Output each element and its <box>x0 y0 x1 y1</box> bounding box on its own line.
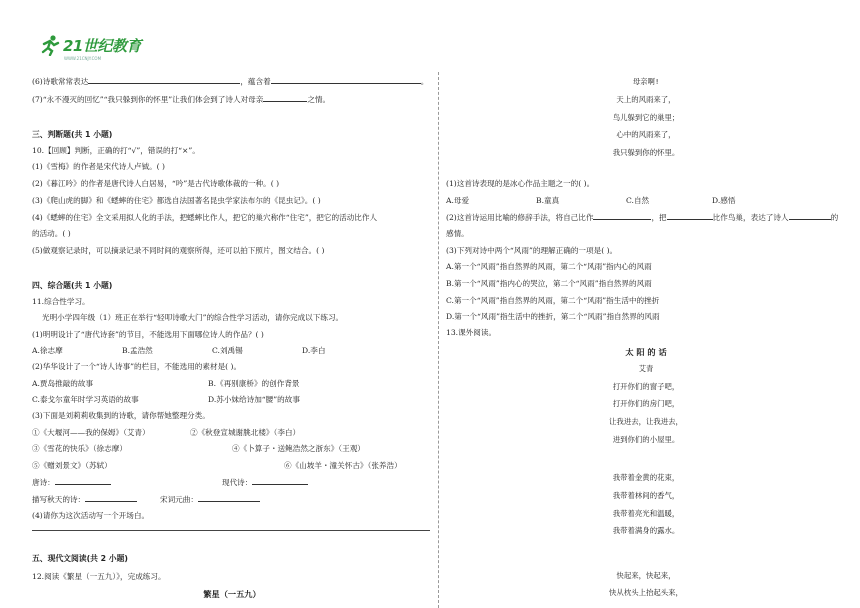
option-a: A.徐志摩 <box>32 346 63 355</box>
reading-question-2-cont: 感情。 <box>446 229 469 238</box>
question-11: 11.综合性学习。 <box>32 297 90 306</box>
poem-title: 繁星（一五九） <box>203 589 261 599</box>
option-b: B.《再别康桥》的创作背景 <box>208 379 300 388</box>
answer-blank[interactable] <box>789 210 831 220</box>
option-b: B.童真 <box>536 196 560 205</box>
judge-1: (1)《雪梅》的作者是宋代诗人卢钺。( ) <box>32 162 166 171</box>
reading-question-3: (3)下列对诗中两个“风雨”的理解正确的一项是( )。 <box>446 246 618 255</box>
poem-line: 快从枕头上抬起头来， <box>609 588 683 597</box>
option-b: B.第一个“风雨”指内心的哭泣，第二个“风雨”指自然界的风雨 <box>446 279 652 288</box>
songci-field: 宋词元曲： <box>160 492 260 508</box>
option-a: A.贾岛推敲的故事 <box>32 379 94 388</box>
question-11-1: (1)明明设计了“唐代诗套”的节目，不能选用下面哪位诗人的作品？( ) <box>32 330 264 339</box>
option-d: D.苏小妹给诗加“腰”的故事 <box>208 395 300 404</box>
answer-blank[interactable] <box>88 74 240 84</box>
poem-line: 心中的风雨来了， <box>616 130 676 139</box>
poem-line: 我带着亮光和温暖， <box>612 509 680 518</box>
poem-line: 天上的风雨来了， <box>616 95 676 104</box>
question-12: 12.阅读《繁星（一五九）》，完成练习。 <box>32 572 166 581</box>
poem-line: 打开你们的房门吧， <box>612 399 680 408</box>
answer-blank[interactable] <box>667 210 713 220</box>
poem-item: ⑤《赠刘景文》（苏轼） <box>32 461 112 470</box>
judge-4: (4)《蟋蟀的住宅》全文采用拟人化的手法，把蟋蟀比作人，把它的巢穴称作“住宅”，把它的活动比作人 <box>32 213 378 222</box>
question-11-3: (3)下面是刘莉莉收集到的诗歌，请你帮她整理分类。 <box>32 411 210 420</box>
logo-text: 21世纪教育 <box>63 36 141 55</box>
poem-line: 我只躲到你的怀里。 <box>612 148 680 157</box>
question-11-2: (2)华华设计了一个“诗人诗事”的栏目，不能选用的素材是( )。 <box>32 362 242 371</box>
poem-line: 母亲啊! <box>632 77 660 86</box>
question-6: (6)诗歌常常表达 ，蕴含着 。 <box>32 74 428 90</box>
poem-line: 我带着林间的香气， <box>612 491 680 500</box>
poem-line: 让我进去，让我进去， <box>609 417 683 426</box>
logo-subtext: WWW.21CNJY.COM <box>64 56 102 61</box>
tang-poems-field: 唐诗： <box>32 475 111 491</box>
runner-logo-icon <box>38 34 60 56</box>
column-divider <box>438 72 439 608</box>
answer-blank[interactable] <box>252 475 308 485</box>
poem2-author: 艾青 <box>638 364 654 373</box>
answer-blank[interactable] <box>271 74 421 84</box>
question-13: 13.课外阅读。 <box>446 328 497 337</box>
poem-line: 进到你们的小屋里。 <box>612 435 680 444</box>
autumn-poems-field: 描写秋天的诗： <box>32 492 137 508</box>
poem-item: ①《大堰河——我的保姆》（艾青） <box>32 428 150 437</box>
reading-question-2: (2)这首诗运用比喻的修辞手法，将自己比作 ，把 比作鸟巢，表达了诗人 的 <box>446 210 838 226</box>
option-a: A.第一个“风雨”指自然界的风雨，第二个“风雨”指内心的风雨 <box>446 262 652 271</box>
option-d: D.感悟 <box>712 196 736 205</box>
poem-line: 我带着满身的露水。 <box>612 526 680 535</box>
option-c: C.第一个“风雨”指自然界的风雨，第二个“风雨”指生活中的挫折 <box>446 296 660 305</box>
poem-item: ②《秋登宣城谢朓北楼》（李白） <box>190 428 301 437</box>
question-10: 10.【回顾】判断，正确的打“√”，错误的打“×”。 <box>32 146 200 155</box>
answer-blank[interactable] <box>85 492 137 502</box>
answer-blank[interactable] <box>55 475 111 485</box>
option-c: C.刘禹锡 <box>212 346 243 355</box>
poem-item: ④《卜算子・送鲍浩然之浙东》（王观） <box>232 444 365 453</box>
question-11-intro: 光明小学四年级（1）班正在举行“轻叩诗歌大门”的综合性学习活动，请你完成以下练习。 <box>42 313 344 322</box>
option-d: D.李白 <box>302 346 326 355</box>
modern-poems-field: 现代诗： <box>222 475 308 491</box>
question-7: (7)“永不漫灭的回忆”“我只躲到你的怀里”让我们体会到了诗人对母亲 之情。 <box>32 92 330 108</box>
section-5-heading: 五、现代文阅读(共 2 小题) <box>32 554 128 563</box>
judge-2: (2)《暮江吟》的作者是唐代诗人白居易，“吟”是古代诗歌体裁的一种。( ) <box>32 179 280 188</box>
judge-3: (3)《爬山虎的脚》和《蟋蟀的住宅》都选自法国著名昆虫学家法布尔的《昆虫记》。( ) <box>32 196 321 205</box>
poem-line: 打开你们的窗子吧， <box>612 382 680 391</box>
option-c: C.泰戈尔童年时学习英语的故事 <box>32 395 139 404</box>
option-d: D.第一个“风雨”指生活中的挫折，第二个“风雨”指自然界的风雨 <box>446 312 660 321</box>
option-b: B.孟浩然 <box>122 346 153 355</box>
poem-item: ③《雪花的快乐》（徐志摩） <box>32 444 127 453</box>
poem2-title: 太 阳 的 话 <box>625 347 667 357</box>
option-c: C.自然 <box>626 196 650 205</box>
poem-item: ⑥《山坡羊・潼关怀古》（张养浩） <box>284 461 402 470</box>
answer-blank[interactable] <box>593 210 651 220</box>
answer-line[interactable] <box>32 530 430 531</box>
poem-line: 快起来，快起来， <box>616 571 676 580</box>
answer-blank[interactable] <box>198 492 260 502</box>
poem-line: 鸟儿躲到它的巢里； <box>612 113 680 122</box>
section-4-heading: 四、综合题(共 1 小题) <box>32 281 113 290</box>
judge-5: (5)做观察记录时，可以摘录记录不同时间的观察所得，还可以拍下照片，图文结合。( ) <box>32 246 325 255</box>
section-3-heading: 三、判断题(共 1 小题) <box>32 130 113 139</box>
option-a: A.母爱 <box>446 196 470 205</box>
poem-line: 我带着金黄的花束， <box>612 473 680 482</box>
judge-4-cont: 的活动。( ) <box>32 229 71 238</box>
reading-question-1: (1)这首诗表现的是冰心作品主题之一的( )。 <box>446 179 595 188</box>
logo <box>38 34 141 56</box>
question-11-4: (4)请你为这次活动写一个开场白。 <box>32 511 150 520</box>
answer-blank[interactable] <box>263 92 307 102</box>
